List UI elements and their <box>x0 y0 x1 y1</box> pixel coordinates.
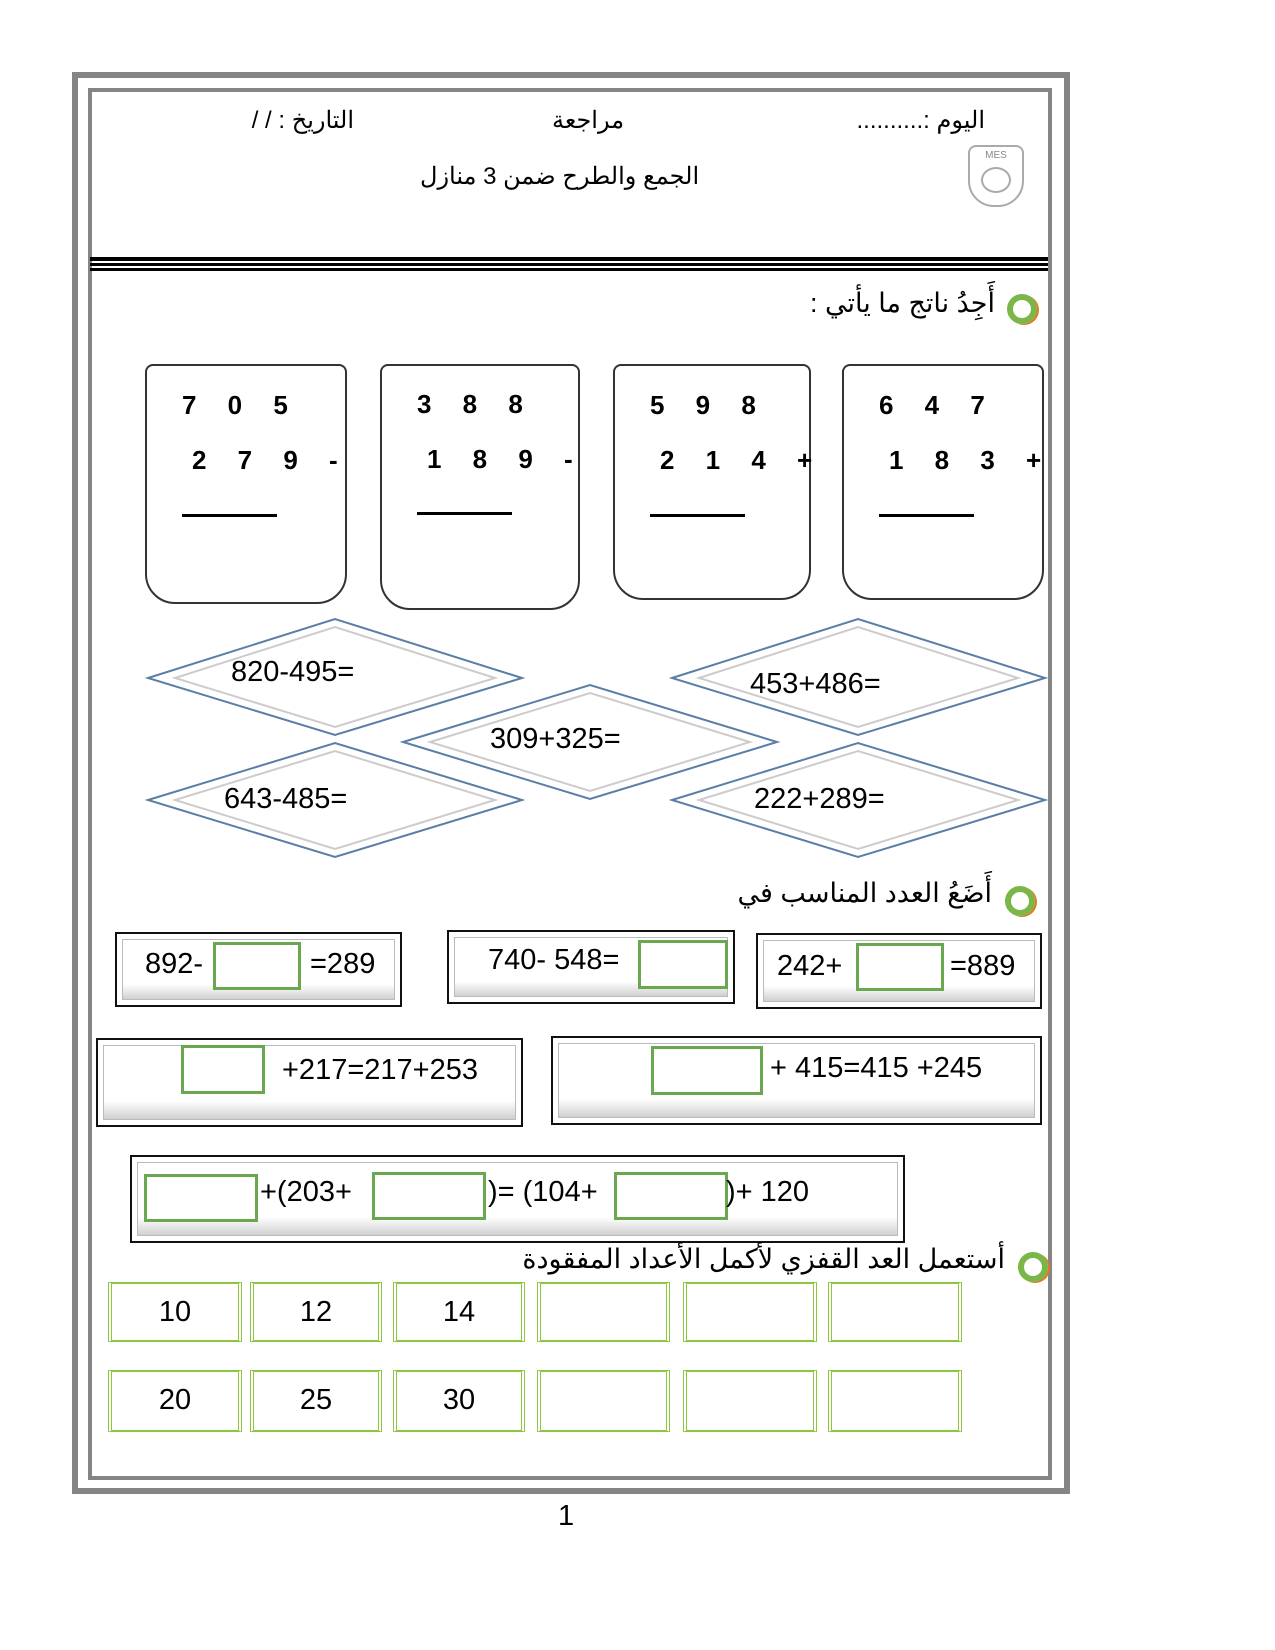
equation-text: 740- 548= <box>488 944 620 976</box>
section2-heading: أَضَعُ العدد المناسب في <box>737 878 992 908</box>
logo-text: MES <box>985 150 1007 161</box>
answer-box[interactable] <box>372 1172 486 1220</box>
skip-count-cell-empty[interactable] <box>683 1370 817 1432</box>
skip-count-cell-empty[interactable] <box>537 1370 670 1432</box>
skip-count-cell-empty[interactable] <box>828 1370 962 1432</box>
diamond-equation: 453+486= <box>750 668 881 700</box>
bullet-icon <box>1005 886 1035 916</box>
skip-count-cell-empty[interactable] <box>683 1282 817 1342</box>
diamond-equation: 643-485= <box>224 783 348 815</box>
scroll-top-number: 3 8 8 <box>417 389 535 419</box>
date-label: التاريخ : / / <box>251 107 354 134</box>
scroll-top-number: 5 9 8 <box>650 390 768 420</box>
skip-count-cell: 12 <box>250 1282 382 1342</box>
scroll-bottom-number: 1 8 9 - <box>427 444 585 474</box>
bullet-icon <box>1018 1252 1048 1282</box>
skip-count-cell-empty[interactable] <box>828 1282 962 1342</box>
equation-text: 892- <box>145 948 204 980</box>
day-label: اليوم :.......... <box>856 107 985 134</box>
skip-count-cell: 25 <box>250 1370 382 1432</box>
skip-count-cell: 14 <box>393 1282 525 1342</box>
answer-box[interactable] <box>651 1046 763 1095</box>
scroll-bottom-number: 2 1 4 + <box>660 445 825 475</box>
diamond-equation: 222+289= <box>754 783 885 815</box>
scroll-bottom-number: 2 7 9 - <box>192 445 350 475</box>
answer-box[interactable] <box>638 940 728 989</box>
diamond-equation: 309+325= <box>490 723 621 755</box>
worksheet-subtitle: الجمع والطرح ضمن 3 منازل <box>420 163 700 190</box>
scroll-bottom-number: 1 8 3 + <box>889 445 1054 475</box>
equation-text: +217=217+253 <box>282 1054 478 1086</box>
equation-text: 242+ <box>777 950 843 982</box>
diamond-equation: 820-495= <box>231 656 355 688</box>
answer-box[interactable] <box>213 942 301 990</box>
scroll-top-number: 6 4 7 <box>879 390 997 420</box>
page-number: 1 <box>558 1500 575 1532</box>
skip-count-cell-empty[interactable] <box>537 1282 670 1342</box>
equation-text: )+ 120 <box>726 1176 810 1208</box>
equation-text: =289 <box>310 948 376 980</box>
answer-box[interactable] <box>144 1174 258 1222</box>
review-label: مراجعة <box>552 107 625 134</box>
equation-text: + 415=415 +245 <box>770 1052 983 1084</box>
skip-count-cell: 30 <box>393 1370 525 1432</box>
answer-box[interactable] <box>856 943 944 991</box>
section3-heading: أستعمل العد القفزي لأكمل الأعداد المفقودة <box>522 1244 1005 1274</box>
skip-count-cell: 10 <box>108 1282 242 1342</box>
answer-box[interactable] <box>181 1045 265 1094</box>
equation-text: =889 <box>950 950 1016 982</box>
section1-heading: أَجِدُ ناتج ما يأتي : <box>809 288 995 318</box>
equation-text: +(203+ <box>260 1176 352 1208</box>
scroll-top-number: 7 0 5 <box>182 390 300 420</box>
equation-text: )= (104+ <box>488 1176 598 1208</box>
skip-count-cell: 20 <box>108 1370 242 1432</box>
answer-box[interactable] <box>614 1172 728 1220</box>
